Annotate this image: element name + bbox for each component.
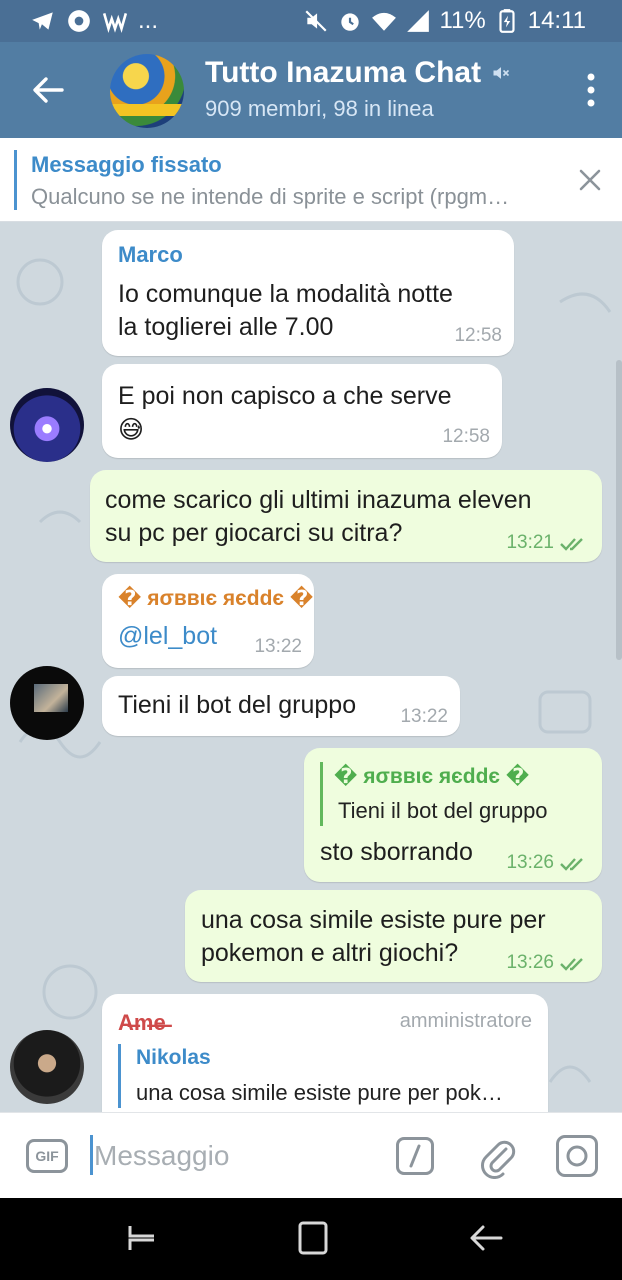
emoji: 😅 — [118, 416, 145, 444]
reply-text[interactable]: Tieni il bot del gruppo — [338, 798, 548, 823]
message-time: 13:26 — [506, 952, 554, 973]
more-notifications-icon: ... — [138, 7, 159, 34]
double-check-icon — [560, 856, 590, 872]
avatar[interactable] — [10, 1030, 84, 1104]
reply-accent-line — [320, 762, 323, 826]
sender-name[interactable]: A̶m̶e̶ — [118, 1010, 166, 1035]
reply-accent-line — [118, 1044, 121, 1108]
message-bubble[interactable] — [102, 230, 514, 356]
admin-badge: amministratore — [399, 1010, 532, 1032]
reply-sender-name[interactable]: � яσввιє яєddє � — [334, 765, 530, 788]
composer-bar — [0, 1112, 622, 1198]
text-cursor — [90, 1135, 93, 1175]
message-input[interactable] — [94, 1135, 374, 1177]
close-icon[interactable] — [578, 168, 602, 192]
recent-apps-icon[interactable] — [122, 1220, 162, 1256]
message-time: 13:22 — [254, 636, 302, 657]
message-bubble[interactable] — [102, 364, 502, 458]
message-bubble[interactable] — [185, 890, 602, 982]
pinned-label: Messaggio fissato — [31, 152, 222, 177]
home-icon[interactable] — [293, 1220, 333, 1256]
reply-text[interactable]: una cosa simile esiste pure per pok… — [136, 1080, 503, 1105]
message-text: sto sborrando — [320, 838, 473, 866]
camera-button[interactable] — [556, 1135, 598, 1177]
message-bubble[interactable] — [102, 994, 548, 1112]
system-navigation-bar — [0, 1198, 622, 1280]
double-check-icon — [560, 956, 590, 972]
message-text: come scarico gli ultimi inazuma eleven — [105, 486, 532, 514]
message-text: E poi non capisco a che serve — [118, 382, 452, 410]
message-bubble[interactable] — [304, 748, 602, 882]
wwe-icon — [102, 8, 128, 34]
pinned-accent-line — [14, 150, 17, 210]
message-time: 12:58 — [454, 325, 502, 346]
message-time: 13:26 — [506, 852, 554, 873]
message-text: Tieni il bot del gruppo — [118, 691, 357, 719]
chat-title[interactable] — [205, 56, 511, 90]
slash-icon — [399, 1140, 431, 1172]
message-text: pokemon e altri giochi? — [201, 939, 459, 967]
more-vert-icon[interactable] — [586, 72, 596, 108]
double-check-icon — [560, 536, 590, 552]
signal-icon — [405, 8, 431, 34]
reply-sender-name[interactable]: Nikolas — [136, 1046, 211, 1069]
battery-icon — [494, 8, 520, 34]
pinned-text: Qualcuno se ne intende di sprite e script (rpgm… — [31, 184, 510, 209]
telegram-icon — [30, 8, 56, 34]
message-time: 12:58 — [442, 426, 490, 447]
scrollbar[interactable] — [616, 360, 622, 660]
message-text: la toglierei alle 7.00 — [118, 313, 334, 341]
sender-name[interactable]: Marco — [118, 242, 183, 267]
message-bubble[interactable] — [102, 676, 460, 736]
camera-icon — [559, 1138, 595, 1174]
battery-percent: 11% — [439, 7, 486, 34]
chat-subtitle: 909 membri, 98 in linea — [205, 96, 434, 121]
chat-header — [0, 42, 622, 138]
avatar[interactable] — [10, 388, 84, 462]
status-bar — [0, 0, 622, 42]
mute-icon — [303, 8, 329, 34]
pinned-message-bar[interactable] — [0, 138, 622, 222]
message-bubble[interactable] — [102, 574, 314, 668]
clock: 14:11 — [527, 7, 586, 34]
chrome-icon — [66, 8, 92, 34]
message-text: su pc per giocarci su citra? — [105, 519, 403, 547]
muted-icon — [491, 63, 511, 83]
wifi-icon — [371, 8, 397, 34]
back-arrow-icon[interactable] — [28, 70, 68, 110]
avatar[interactable] — [10, 666, 84, 740]
back-icon[interactable] — [467, 1220, 507, 1256]
message-time: 13:21 — [506, 532, 554, 553]
bot-command-button[interactable] — [396, 1137, 434, 1175]
message-text: Io comunque la modalità notte — [118, 280, 453, 308]
message-bubble[interactable] — [90, 470, 602, 562]
alarm-icon — [337, 8, 363, 34]
gif-button[interactable]: GIF — [26, 1139, 68, 1173]
attach-icon[interactable] — [478, 1135, 518, 1179]
group-avatar[interactable] — [110, 54, 184, 128]
chat-title-text: Tutto Inazuma Chat — [205, 56, 482, 89]
mention-link[interactable]: @lel_bot — [118, 622, 218, 650]
sender-name[interactable]: � яσввιє яєddє � — [118, 587, 314, 610]
message-text: una cosa simile esiste pure per — [201, 906, 546, 934]
message-time: 13:22 — [400, 706, 448, 727]
chat-area[interactable] — [0, 222, 622, 1112]
